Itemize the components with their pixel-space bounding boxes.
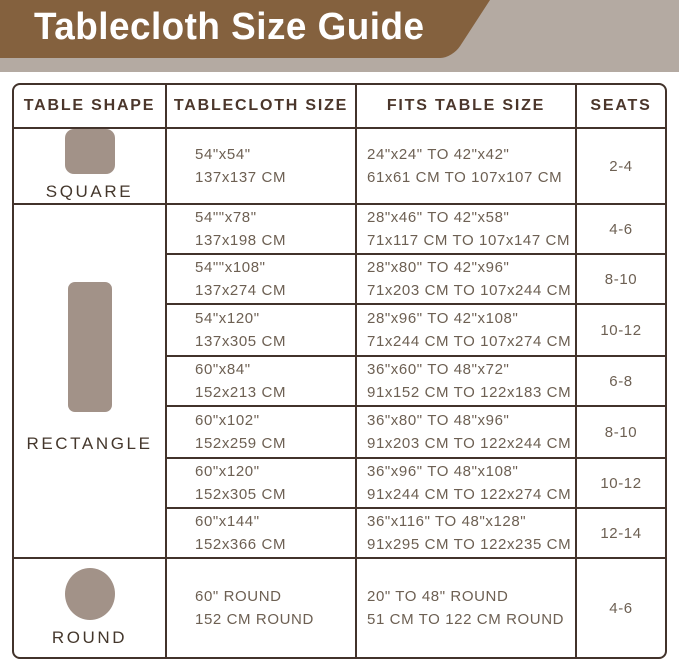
fits-cm: 71x244 CM TO 107x274 CM bbox=[367, 333, 572, 350]
cell-fits-table-size bbox=[357, 559, 577, 657]
fits-inches: 36"x80" TO 48"x96" bbox=[367, 412, 510, 429]
cell-seats bbox=[577, 407, 665, 459]
column-header-tablecloth-size: TABLECLOTH SIZE bbox=[167, 85, 357, 129]
cell-fits-table-size bbox=[357, 459, 577, 509]
cell-tablecloth-size bbox=[167, 459, 357, 509]
fits-inches: 20" TO 48" ROUND bbox=[367, 588, 509, 605]
size-inches: 60"x102" bbox=[195, 412, 260, 429]
seats-value: 10-12 bbox=[600, 321, 642, 339]
cell-fits-table-size bbox=[357, 205, 577, 255]
fits-cm: 91x295 CM TO 122x235 CM bbox=[367, 536, 572, 553]
size-cm: 152x305 CM bbox=[195, 486, 287, 503]
fits-cm: 61x61 CM TO 107x107 CM bbox=[367, 169, 563, 186]
seats-value: 12-14 bbox=[600, 524, 642, 542]
cell-seats bbox=[577, 205, 665, 255]
shape-label-round: ROUND bbox=[51, 627, 128, 647]
fits-inches: 28"x96" TO 42"x108" bbox=[367, 310, 519, 327]
seats-value: 2-4 bbox=[609, 157, 633, 175]
cell-tablecloth-size bbox=[167, 559, 357, 657]
cell-seats bbox=[577, 357, 665, 407]
cell-seats bbox=[577, 459, 665, 509]
seats-value: 8-10 bbox=[604, 270, 638, 288]
fits-cm: 91x244 CM TO 122x274 CM bbox=[367, 486, 572, 503]
fits-cm: 71x203 CM TO 107x244 CM bbox=[367, 282, 572, 299]
shape-cell-rectangle bbox=[14, 205, 167, 559]
size-inches: 54""x108" bbox=[195, 259, 266, 276]
size-cm: 152 CM ROUND bbox=[195, 611, 314, 628]
size-cm: 152x366 CM bbox=[195, 536, 287, 553]
fits-inches: 24"x24" TO 42"x42" bbox=[367, 146, 510, 163]
size-cm: 137x198 CM bbox=[195, 232, 287, 249]
rectangle-shape-icon bbox=[68, 282, 112, 412]
cell-fits-table-size bbox=[357, 305, 577, 357]
cell-fits-table-size bbox=[357, 407, 577, 459]
seats-value: 10-12 bbox=[600, 474, 642, 492]
seats-value: 8-10 bbox=[604, 423, 638, 441]
size-guide-table bbox=[12, 83, 667, 659]
size-cm: 137x305 CM bbox=[195, 333, 287, 350]
cell-seats bbox=[577, 509, 665, 559]
page-title: Tablecloth Size Guide bbox=[34, 5, 425, 48]
size-inches: 54""x78" bbox=[195, 209, 257, 226]
fits-inches: 36"x116" TO 48"x128" bbox=[367, 513, 527, 530]
column-header-fits-table-size: FITS TABLE SIZE bbox=[357, 85, 577, 129]
square-shape-icon bbox=[65, 129, 115, 174]
size-inches: 60" ROUND bbox=[195, 588, 282, 605]
size-inches: 54"x54" bbox=[195, 146, 251, 163]
size-cm: 152x259 CM bbox=[195, 435, 287, 452]
cell-fits-table-size bbox=[357, 255, 577, 305]
shape-label-square: SQUARE bbox=[45, 182, 134, 201]
column-header-seats: SEATS bbox=[577, 85, 665, 129]
cell-seats bbox=[577, 255, 665, 305]
fits-cm: 91x203 CM TO 122x244 CM bbox=[367, 435, 572, 452]
cell-seats bbox=[577, 129, 665, 205]
header-banner bbox=[0, 0, 679, 72]
cell-fits-table-size bbox=[357, 509, 577, 559]
cell-tablecloth-size bbox=[167, 357, 357, 407]
fits-inches: 28"x46" TO 42"x58" bbox=[367, 209, 510, 226]
size-inches: 60"x144" bbox=[195, 513, 260, 530]
fits-cm: 51 CM TO 122 CM ROUND bbox=[367, 611, 565, 628]
cell-fits-table-size bbox=[357, 129, 577, 205]
cell-seats bbox=[577, 305, 665, 357]
cell-tablecloth-size bbox=[167, 255, 357, 305]
fits-cm: 71x117 CM TO 107x147 CM bbox=[367, 232, 571, 249]
shape-cell-round bbox=[14, 559, 167, 657]
fits-cm: 91x152 CM TO 122x183 CM bbox=[367, 384, 572, 401]
cell-tablecloth-size bbox=[167, 305, 357, 357]
cell-tablecloth-size bbox=[167, 205, 357, 255]
size-inches: 54"x120" bbox=[195, 310, 260, 327]
size-inches: 60"x120" bbox=[195, 463, 260, 480]
size-cm: 152x213 CM bbox=[195, 384, 287, 401]
cell-tablecloth-size bbox=[167, 509, 357, 559]
size-inches: 60"x84" bbox=[195, 361, 251, 378]
shape-cell-square bbox=[14, 129, 167, 205]
size-cm: 137x137 CM bbox=[195, 169, 287, 186]
cell-tablecloth-size bbox=[167, 129, 357, 205]
seats-value: 4-6 bbox=[609, 220, 633, 238]
cell-fits-table-size bbox=[357, 357, 577, 407]
seats-value: 4-6 bbox=[609, 599, 633, 617]
seats-value: 6-8 bbox=[609, 372, 633, 390]
cell-seats bbox=[577, 559, 665, 657]
fits-inches: 28"x80" TO 42"x96" bbox=[367, 259, 510, 276]
shape-label-rectangle: RECTANGLE bbox=[26, 433, 153, 453]
cell-tablecloth-size bbox=[167, 407, 357, 459]
fits-inches: 36"x60" TO 48"x72" bbox=[367, 361, 510, 378]
column-header-table-shape: TABLE SHAPE bbox=[14, 85, 167, 129]
round-shape-icon bbox=[65, 568, 115, 620]
size-cm: 137x274 CM bbox=[195, 282, 287, 299]
fits-inches: 36"x96" TO 48"x108" bbox=[367, 463, 519, 480]
